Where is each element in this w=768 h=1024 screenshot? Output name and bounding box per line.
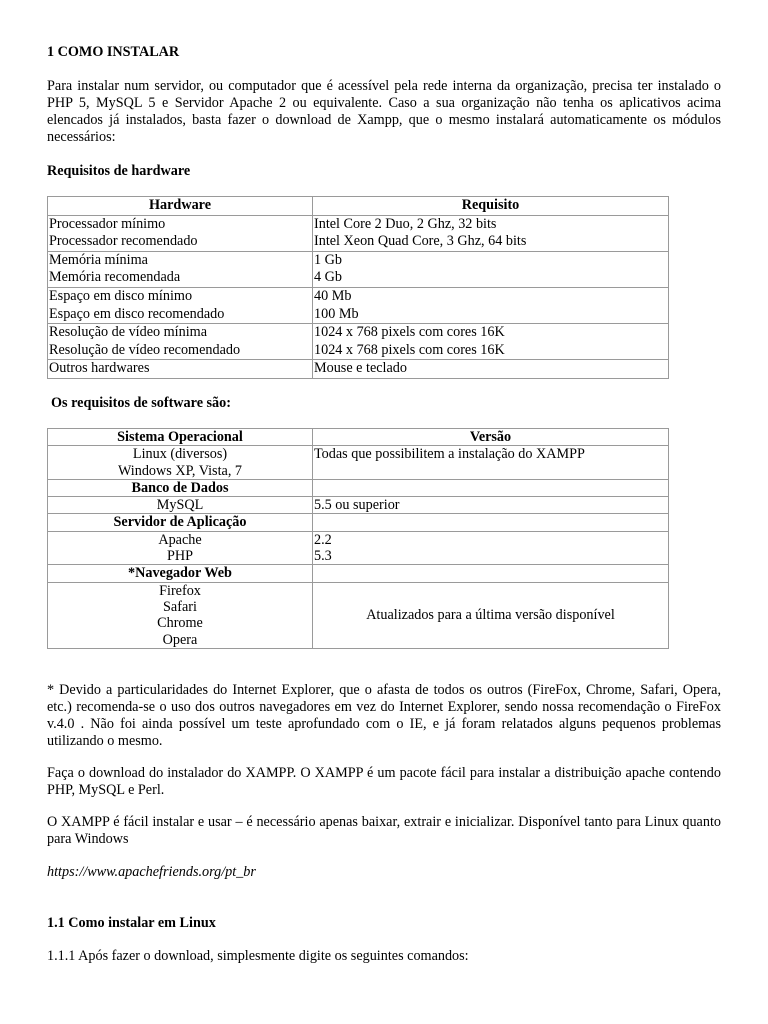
empty-cell [313,565,669,582]
requirement-cell: 1024 x 768 pixels com cores 16K 1024 x 768 pixels com cores 16K [313,324,669,360]
table-row [48,446,669,480]
db-heading-cell: Banco de Dados [48,479,313,496]
software-table-header [48,429,669,446]
app-server-heading-cell: Servidor de Aplicação [48,514,313,531]
os-cell: Linux (diversos) Windows XP, Vista, 7 [48,446,313,480]
empty-cell [313,479,669,496]
app-server-cell: Apache PHP [48,531,313,565]
hardware-table-header [48,197,669,216]
intro-paragraph: Para instalar num servidor, ou computador que é acessível pela rede interna da organização, precisa ter instalado o PHP 5, MySQL 5 e Servidor Apache 2 ou equivalente. Caso a sua organização não tenha os aplicativos acima elencados já instalados, basta fazer o download de Xampp, que o mesmo instalará automaticamente os módulos necessários: [47,78,721,145]
footnote-paragraph: * Devido a particularidades do Internet Explorer, que o afasta de todos os outros (FireFox, Chrome, Safari, Opera, etc.) recomenda-se o uso dos outros navegadores em vez do Internet Explorer, sendo nossa recomendação o FireFox v.4.0 . Não foi ainda possível um teste aprofundado com o IE, e já foram relatados alguns pequenos problemas utilizando o mesmo. [47,682,721,749]
table-row [48,287,669,323]
hardware-table [47,196,669,379]
requirement-cell: 40 Mb 100 Mb [313,287,669,323]
column-header-sistema-operacional: Sistema Operacional [48,429,313,446]
software-table [47,428,669,649]
table-row [48,531,669,565]
xampp-paragraph: Faça o download do instalador do XAMPP. O XAMPP é um pacote fácil para instalar a distribuição apache contendo PHP, MySQL e Perl. [47,765,721,798]
table-row [48,497,669,514]
hardware-cell: Outros hardwares [48,360,313,379]
column-header-versao: Versão [313,429,669,446]
requirement-cell: 1 Gb 4 Gb [313,251,669,287]
browser-cell: Firefox Safari Chrome Opera [48,582,313,648]
table-row [48,251,669,287]
db-name-cell: MySQL [48,497,313,514]
table-row [48,360,669,379]
requirement-cell: Mouse e teclado [313,360,669,379]
table-row [48,479,669,496]
hardware-cell: Espaço em disco mínimo Espaço em disco recomendado [48,287,313,323]
table-row [48,215,669,251]
xampp-url-link[interactable]: https://www.apachefriends.org/pt_br [47,864,256,880]
column-header-requisito: Requisito [313,197,669,216]
software-heading: Os requisitos de software são: [51,395,231,411]
hardware-heading: Requisitos de hardware [47,163,191,179]
table-row [48,565,669,582]
app-version-cell: 2.2 5.3 [313,531,669,565]
table-row [48,514,669,531]
column-header-hardware: Hardware [48,197,313,216]
browser-version-cell: Atualizados para a última versão disponível [313,582,669,648]
subsection-title: 1.1 Como instalar em Linux [47,915,216,931]
requirement-cell: Intel Core 2 Duo, 2 Ghz, 32 bits Intel Xeon Quad Core, 3 Ghz, 64 bits [313,215,669,251]
hardware-cell: Processador mínimo Processador recomendado [48,215,313,251]
db-version-cell: 5.5 ou superior [313,497,669,514]
section-title: 1 COMO INSTALAR [47,44,180,60]
hardware-cell: Memória mínima Memória recomendada [48,251,313,287]
table-row [48,324,669,360]
os-version-cell: Todas que possibilitem a instalação do XAMPP [313,446,669,480]
easy-install-paragraph: O XAMPP é fácil instalar e usar – é necessário apenas baixar, extrair e inicializar. Disponível tanto para Linux quanto para Windows [47,814,721,847]
browser-heading-cell: *Navegador Web [48,565,313,582]
step-text: 1.1.1 Após fazer o download, simplesmente digite os seguintes comandos: [47,948,469,964]
hardware-cell: Resolução de vídeo mínima Resolução de vídeo recomendado [48,324,313,360]
table-row [48,582,669,648]
empty-cell [313,514,669,531]
